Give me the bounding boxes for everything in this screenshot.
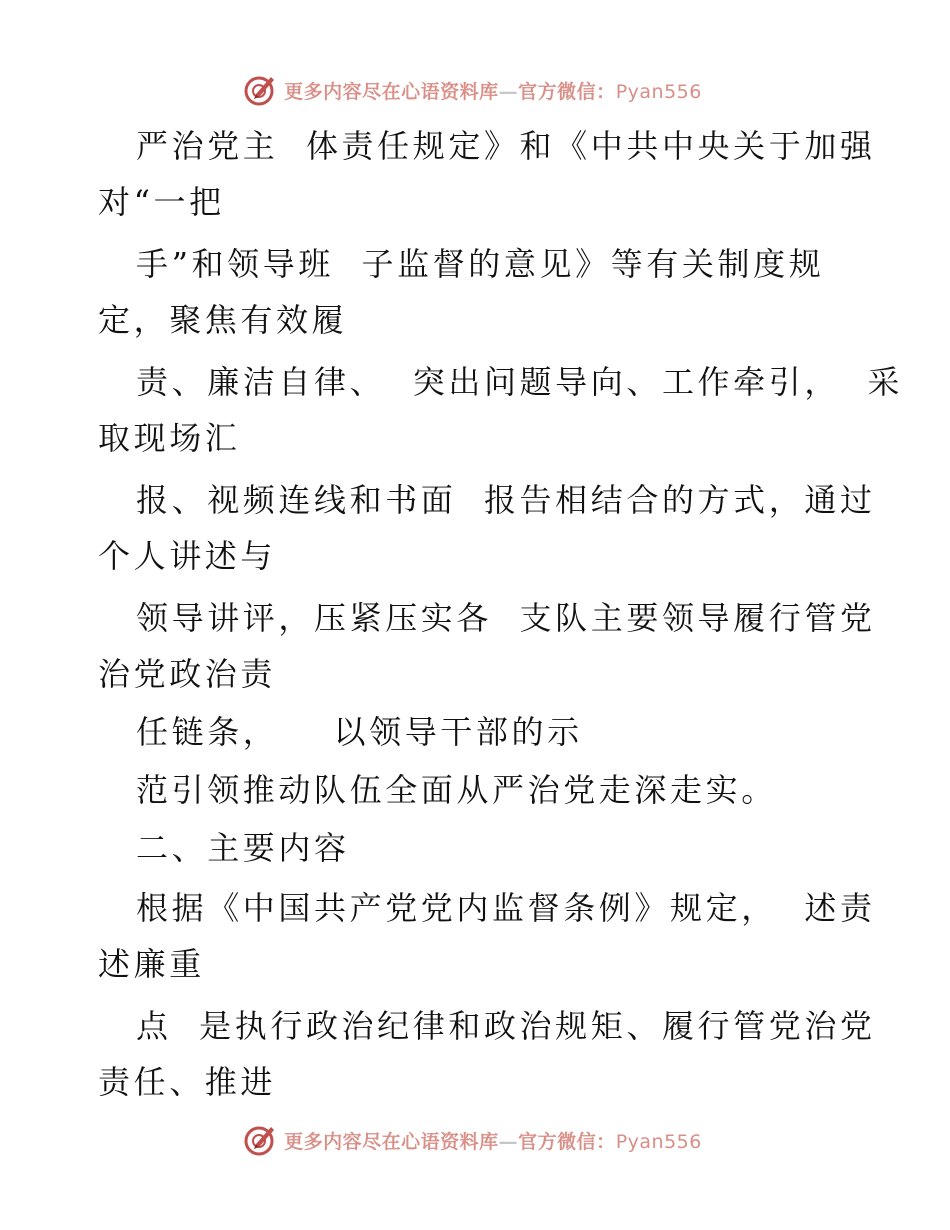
banner-mid-text: 官方微信： [518, 80, 616, 103]
body-line: 治党政治责 [98, 655, 277, 693]
banner-separator: — [498, 1130, 519, 1153]
body-line: 点 是执行政治纪律和政治规矩、履行管党治党 [136, 1007, 876, 1045]
body-line: 述廉重 [98, 945, 205, 983]
body-line: 严治党主 体责任规定》和《中共中央关于加强 [136, 127, 876, 165]
body-line: 根据《中国共产党党内监督条例》规定， 述责 [136, 889, 876, 927]
body-line: 范引领推动队伍全面从严治党走深走实。 [136, 771, 777, 809]
banner-wechat-id: Pyan556 [615, 1130, 702, 1153]
banner-wechat-id: Pyan556 [615, 80, 702, 103]
body-line: 任链条， 以领导干部的示 [136, 713, 583, 751]
banner-mid-text: 官方微信： [518, 1130, 616, 1153]
section-heading: 二、主要内容 [136, 829, 350, 867]
pen-circle-logo-icon [242, 72, 278, 108]
footer-banner-inner [242, 1122, 702, 1158]
body-line: 取现场汇 [98, 419, 241, 457]
banner-main-text: 更多内容尽在心语资料库 [284, 1130, 499, 1153]
header-banner-inner [242, 72, 702, 108]
footer-banner [0, 1120, 950, 1160]
body-line: 对“一把 [98, 183, 225, 221]
body-line: 责、廉洁自律、 突出问题导向、工作牵引， 采 [136, 363, 904, 401]
header-banner-text [284, 77, 702, 104]
pen-circle-logo-icon [242, 1122, 278, 1158]
footer-banner-text [284, 1127, 702, 1154]
header-banner [0, 70, 950, 110]
banner-separator: — [498, 80, 519, 103]
banner-main-text: 更多内容尽在心语资料库 [284, 80, 499, 103]
body-line: 领导讲评，压紧压实各 支队主要领导履行管党 [136, 599, 876, 637]
body-line: 手”和领导班 子监督的意见》等有关制度规 [136, 245, 825, 283]
body-line: 报、视频连线和书面 报告相结合的方式，通过 [136, 481, 876, 519]
body-line: 定，聚焦有效履 [98, 301, 348, 339]
body-line: 责任、推进 [98, 1063, 277, 1101]
body-line: 个人讲述与 [98, 537, 277, 575]
